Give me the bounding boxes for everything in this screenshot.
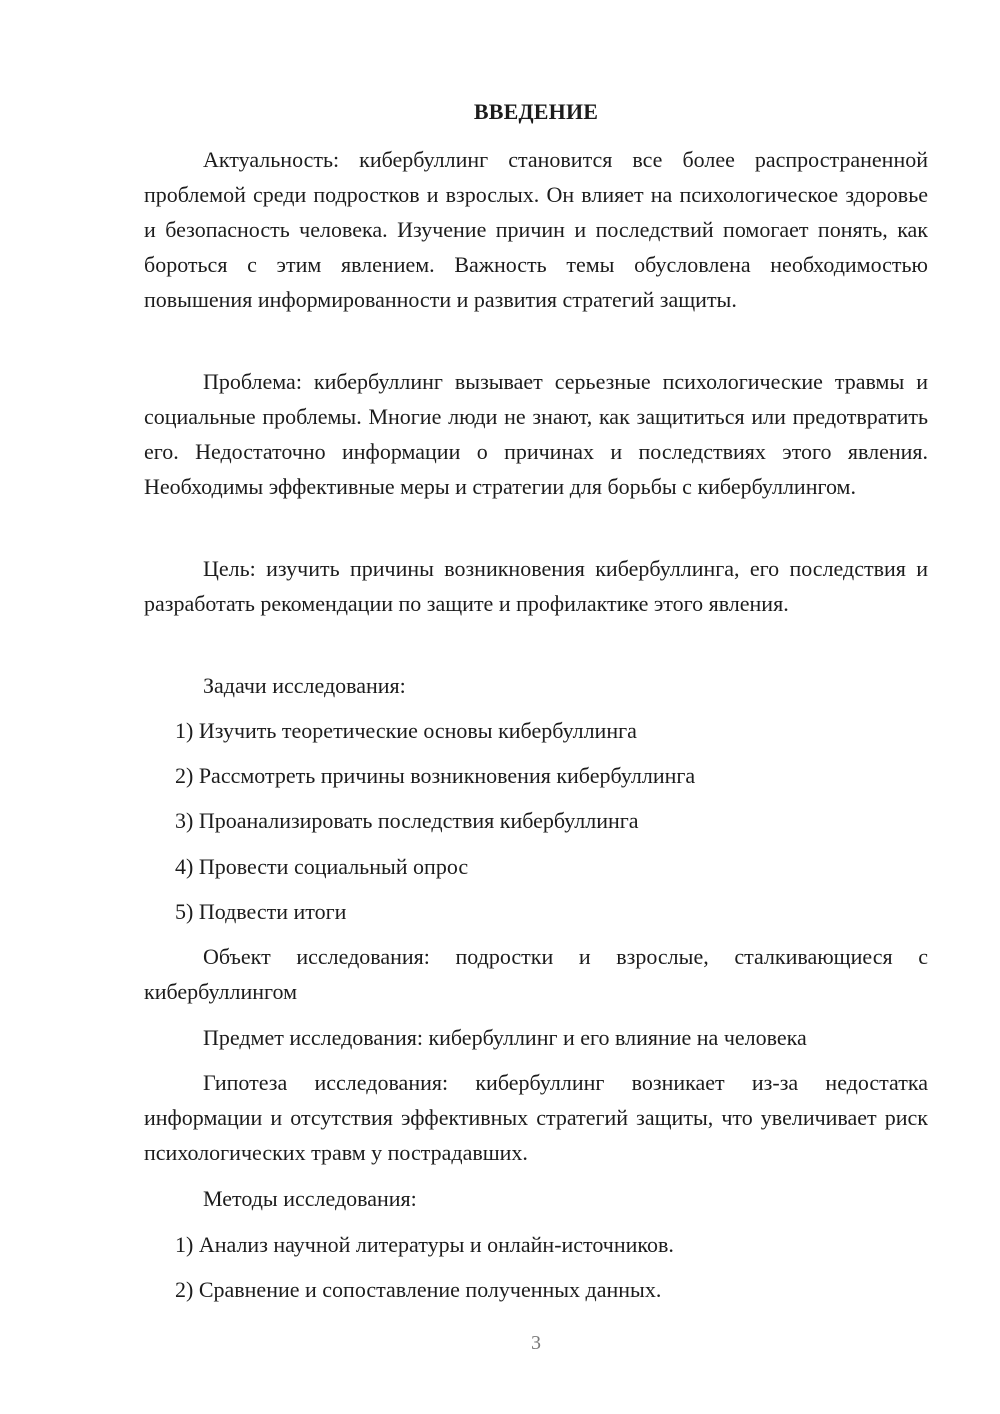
tasks-title: Задачи исследования: — [203, 673, 406, 698]
relevance-paragraph: Актуальность: кибербуллинг становится все более распространенной проблемой среди подростков и взрослых. Он влияет на психологическое здоровье и безопасность человека. Изучение причин и последствий помогает понять, как бороться с этим явлением. Важность темы обусловлена необходимостью повышения информированности и развития стратегий защиты. — [144, 147, 928, 312]
problem-paragraph: Проблема: кибербуллинг вызывает серьезные психологические травмы и социальные проблемы. Многие люди не знают, как защититься или предотвратить его. Недостаточно информации о причинах и последствиях этого явления. Необходимы эффективные меры и стратегии для борьбы с кибербуллингом. — [144, 369, 928, 499]
task-item: 2) Рассмотреть причины возникновения кибербуллинга — [175, 763, 696, 788]
method-item: 1) Анализ научной литературы и онлайн-источников. — [175, 1232, 674, 1257]
object-paragraph: Объект исследования: подростки и взрослые, сталкивающиеся с кибербуллингом — [144, 944, 928, 1004]
task-item: 1) Изучить теоретические основы кибербуллинга — [175, 718, 637, 743]
methods-title: Методы исследования: — [203, 1186, 417, 1211]
task-item: 5) Подвести итоги — [175, 899, 347, 924]
page-number: 3 — [531, 1332, 541, 1354]
method-item: 2) Сравнение и сопоставление полученных данных. — [175, 1277, 662, 1302]
hypothesis-paragraph: Гипотеза исследования: кибербуллинг возникает из-за недостатка информации и отсутствия эффективных стратегий защиты, что увеличивает риск психологических травм у пострадавших. — [144, 1070, 928, 1165]
section-heading: ВВЕДЕНИЕ — [473, 99, 599, 124]
goal-paragraph: Цель: изучить причины возникновения кибербуллинга, его последствия и разработать рекомендации по защите и профилактике этого явления. — [144, 556, 928, 616]
task-item: 4) Провести социальный опрос — [175, 854, 469, 879]
task-item: 3) Проанализировать последствия кибербуллинга — [175, 808, 639, 833]
subject-paragraph: Предмет исследования: кибербуллинг и его влияние на человека — [203, 1025, 807, 1050]
